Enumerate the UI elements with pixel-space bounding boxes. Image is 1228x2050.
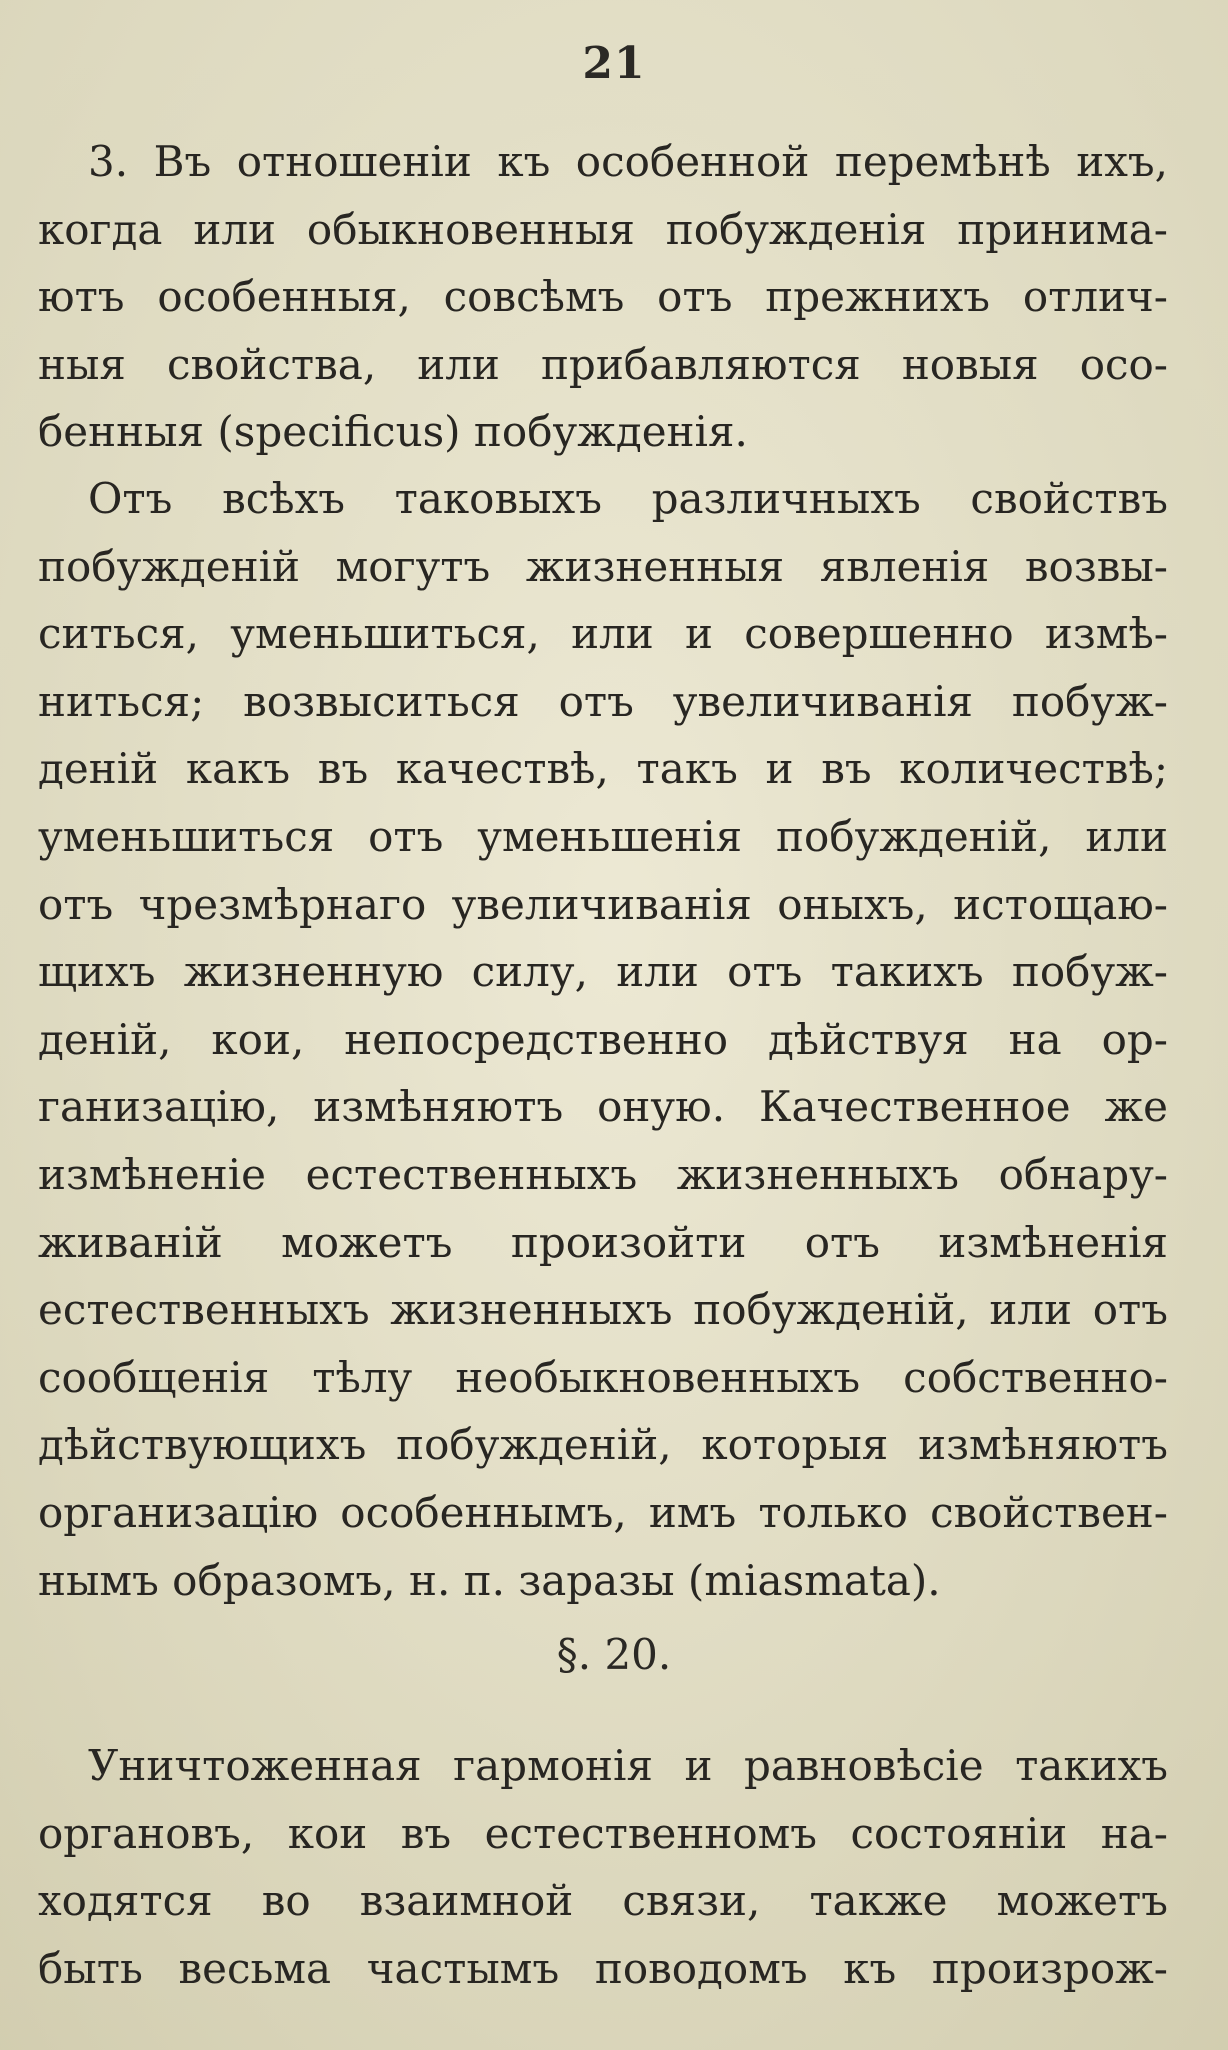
text-line: побужденій могутъ жизненныя явленія возвы- (38, 541, 1168, 591)
text-line: щихъ жизненную силу, или отъ такихъ побуж- (38, 947, 1168, 997)
text-line: 3. Въ отношеніи къ особенной перемѣнѣ ихъ, (88, 137, 1168, 186)
text-line: сообщенія тѣлу необыкновенныхъ собственно- (38, 1352, 1168, 1402)
text-line: естественныхъ жизненныхъ побужденій, или отъ (38, 1285, 1168, 1335)
text-line: деній какъ въ качествѣ, такъ и въ количествѣ; (38, 744, 1168, 794)
text-line: ганизацію, измѣняютъ оную. Качественное же (38, 1082, 1168, 1132)
text-line: нымъ образомъ, н. п. заразы (miasmata). (38, 1555, 941, 1605)
text-line: деній, кои, непосредственно дѣйствуя на ор- (38, 1014, 1168, 1064)
section-heading: §. 20. (556, 1630, 672, 1679)
text-line: Уничтоженная гармонія и равновѣсіе такихъ (88, 1741, 1168, 1790)
text-line: живаній можетъ произойти отъ измѣненія (38, 1217, 1168, 1267)
text-line: ниться; возвыситься отъ увеличиванія побуж- (38, 676, 1168, 726)
text-line: Отъ всѣхъ таковыхъ различныхъ свойствъ (88, 474, 1168, 523)
text-line: измѣненіе естественныхъ жизненныхъ обнару- (38, 1149, 1168, 1199)
text-line: организацію особеннымъ, имъ только свойствен- (38, 1487, 1168, 1537)
text-line: ютъ особенныя, совсѣмъ отъ прежнихъ отлич- (38, 272, 1168, 322)
page-number: 21 (582, 38, 646, 89)
paragraph-2 (38, 465, 1168, 1614)
text-line: ходятся во взаимной связи, также можетъ (38, 1876, 1168, 1926)
text-line: быть весьма частымъ поводомъ къ произрож- (38, 1943, 1168, 1993)
text-line: дѣйствующихъ побужденій, которыя измѣняютъ (38, 1420, 1168, 1470)
text-line: ныя свойства, или прибавляются новыя осо- (38, 339, 1168, 389)
paragraph-1 (38, 128, 1168, 466)
text-line: когда или обыкновенныя побужденія принима- (38, 204, 1168, 254)
text-line: органовъ, кои въ естественномъ состояніи на- (38, 1808, 1168, 1858)
text-line: уменьшиться отъ уменьшенія побужденій, или (38, 811, 1168, 861)
paragraph-3 (38, 1732, 1168, 2002)
text-line: отъ чрезмѣрнаго увеличиванія оныхъ, истощаю- (38, 879, 1168, 929)
text-line: бенныя (specificus) побужденія. (38, 407, 748, 457)
text-line: ситься, уменьшиться, или и совершенно измѣ- (38, 609, 1168, 659)
